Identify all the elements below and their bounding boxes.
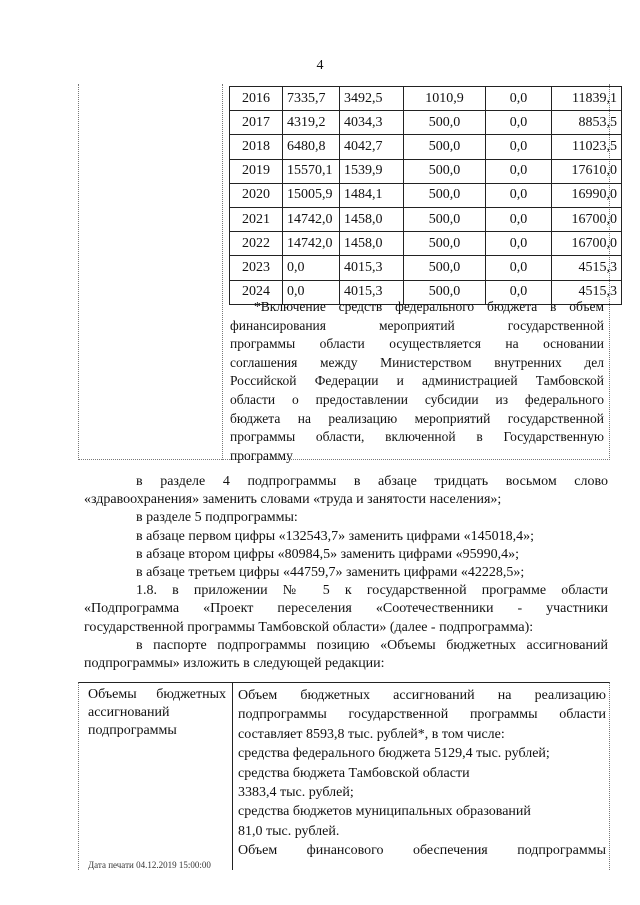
amount-cell: 500,0 [404, 159, 486, 183]
print-date: Дата печати 04.12.2019 15:00:00 [88, 860, 211, 870]
amount-cell: 14742,0 [283, 207, 340, 231]
paragraph-line: «Подпрограмма «Проект переселения «Соотечественники - участники [84, 601, 608, 617]
amount-cell: 3492,5 [340, 87, 404, 111]
year-cell: 2016 [230, 87, 283, 111]
financing-table [229, 86, 622, 305]
amount-cell: 0,0 [486, 207, 552, 231]
paragraph-line: в абзаце первом цифры «132543,7» заменить цифрами «145018,4»; [136, 528, 534, 544]
amount-cell: 0,0 [486, 111, 552, 135]
paragraph-line: 1.8. в приложении № 5 к государственной программе области [136, 583, 608, 599]
amount-cell: 8853,5 [552, 111, 622, 135]
amount-cell: 4042,7 [340, 135, 404, 159]
paragraph-line: государственной программы Тамбовской области» (далее - подпрограмма): [84, 619, 534, 635]
amount-cell: 1010,9 [404, 87, 486, 111]
footnote: *Включение средств федерального бюджета в объем финансирования мероприятий государственной программы области осуществляется на основании соглашения между Министерством внутренних дел Российской Федерации и администрацией Тамбовской области о предоставлении субсидии из федерального бюджета на реализацию мероприятий государственной программы области, включенной в Государственную программу [230, 299, 604, 463]
table-row [230, 232, 622, 256]
amount-cell: 4015,3 [340, 256, 404, 280]
amount-cell: 0,0 [486, 280, 552, 304]
table-row [230, 87, 622, 111]
paragraph-line: в абзаце втором цифры «80984,5» заменить цифрами «95990,4»; [136, 546, 519, 562]
amount-cell: 15570,1 [283, 159, 340, 183]
amount-cell: 11023,5 [552, 135, 622, 159]
amount-cell: 0,0 [486, 135, 552, 159]
year-cell: 2019 [230, 159, 283, 183]
amount-cell: 500,0 [404, 280, 486, 304]
passport-table-divider [232, 682, 233, 870]
amount-cell: 500,0 [404, 256, 486, 280]
page-number: 4 [316, 58, 324, 73]
amount-cell: 0,0 [486, 256, 552, 280]
paragraph-line: в паспорте подпрограммы позицию «Объемы бюджетных ассигнований [136, 637, 608, 653]
amount-cell: 1458,0 [340, 207, 404, 231]
amount-cell: 4034,3 [340, 111, 404, 135]
amount-cell: 4515,3 [552, 256, 622, 280]
amount-cell: 0,0 [283, 256, 340, 280]
amount-cell: 1484,1 [340, 183, 404, 207]
paragraph-line: «здравоохранения» заменить словами «труда и занятости населения»; [84, 492, 502, 508]
paragraph-line: в разделе 5 подпрограммы: [136, 510, 298, 526]
amount-cell: 0,0 [283, 280, 340, 304]
amount-cell: 0,0 [486, 183, 552, 207]
amount-cell: 1539,9 [340, 159, 404, 183]
amount-cell: 4515,3 [552, 280, 622, 304]
amount-cell: 17610,0 [552, 159, 622, 183]
paragraph-line: в абзаце третьем цифры «44759,7» заменить цифрами «42228,5»; [136, 565, 525, 581]
amount-cell: 0,0 [486, 87, 552, 111]
year-cell: 2018 [230, 135, 283, 159]
amount-cell: 15005,9 [283, 183, 340, 207]
amount-cell: 500,0 [404, 207, 486, 231]
outer-table-divider [222, 84, 223, 460]
year-cell: 2024 [230, 280, 283, 304]
year-cell: 2022 [230, 232, 283, 256]
year-cell: 2017 [230, 111, 283, 135]
amount-cell: 16990,0 [552, 183, 622, 207]
table-row [230, 256, 622, 280]
amount-cell: 1458,0 [340, 232, 404, 256]
year-cell: 2023 [230, 256, 283, 280]
table-row [230, 135, 622, 159]
amount-cell: 14742,0 [283, 232, 340, 256]
passport-row-label: Объемы бюджетных ассигнований подпрограммы [88, 687, 226, 738]
table-row [230, 207, 622, 231]
amount-cell: 6480,8 [283, 135, 340, 159]
table-row [230, 159, 622, 183]
year-cell: 2020 [230, 183, 283, 207]
amount-cell: 16700,0 [552, 207, 622, 231]
amount-cell: 500,0 [404, 232, 486, 256]
paragraph-line: подпрограммы» изложить в следующей редакции: [84, 656, 385, 672]
amount-cell: 16700,0 [552, 232, 622, 256]
paragraph-line: в разделе 4 подпрограммы в абзаце тридцать восьмом слово [136, 474, 608, 489]
table-row [230, 183, 622, 207]
amount-cell: 11839,1 [552, 87, 622, 111]
amount-cell: 4319,2 [283, 111, 340, 135]
amount-cell: 500,0 [404, 135, 486, 159]
amount-cell: 500,0 [404, 183, 486, 207]
year-cell: 2021 [230, 207, 283, 231]
table-row [230, 111, 622, 135]
amount-cell: 7335,7 [283, 87, 340, 111]
body-paragraphs [84, 473, 608, 673]
amount-cell: 500,0 [404, 111, 486, 135]
amount-cell: 0,0 [486, 232, 552, 256]
amount-cell: 0,0 [486, 159, 552, 183]
passport-row-content: Объем бюджетных ассигнований на реализацию подпрограммы государственной программы области составляет 8593,8 тыс. рублей*, в том числе: средства федерального бюджета 5129,4 тыс. рублей; средства бюджета Тамбовской области 3383,4 тыс. рублей; средства бюджетов муниципальных образований 81,0 тыс. рублей. Объем финансового обеспечения подпрограммы [238, 688, 606, 859]
amount-cell: 4015,3 [340, 280, 404, 304]
